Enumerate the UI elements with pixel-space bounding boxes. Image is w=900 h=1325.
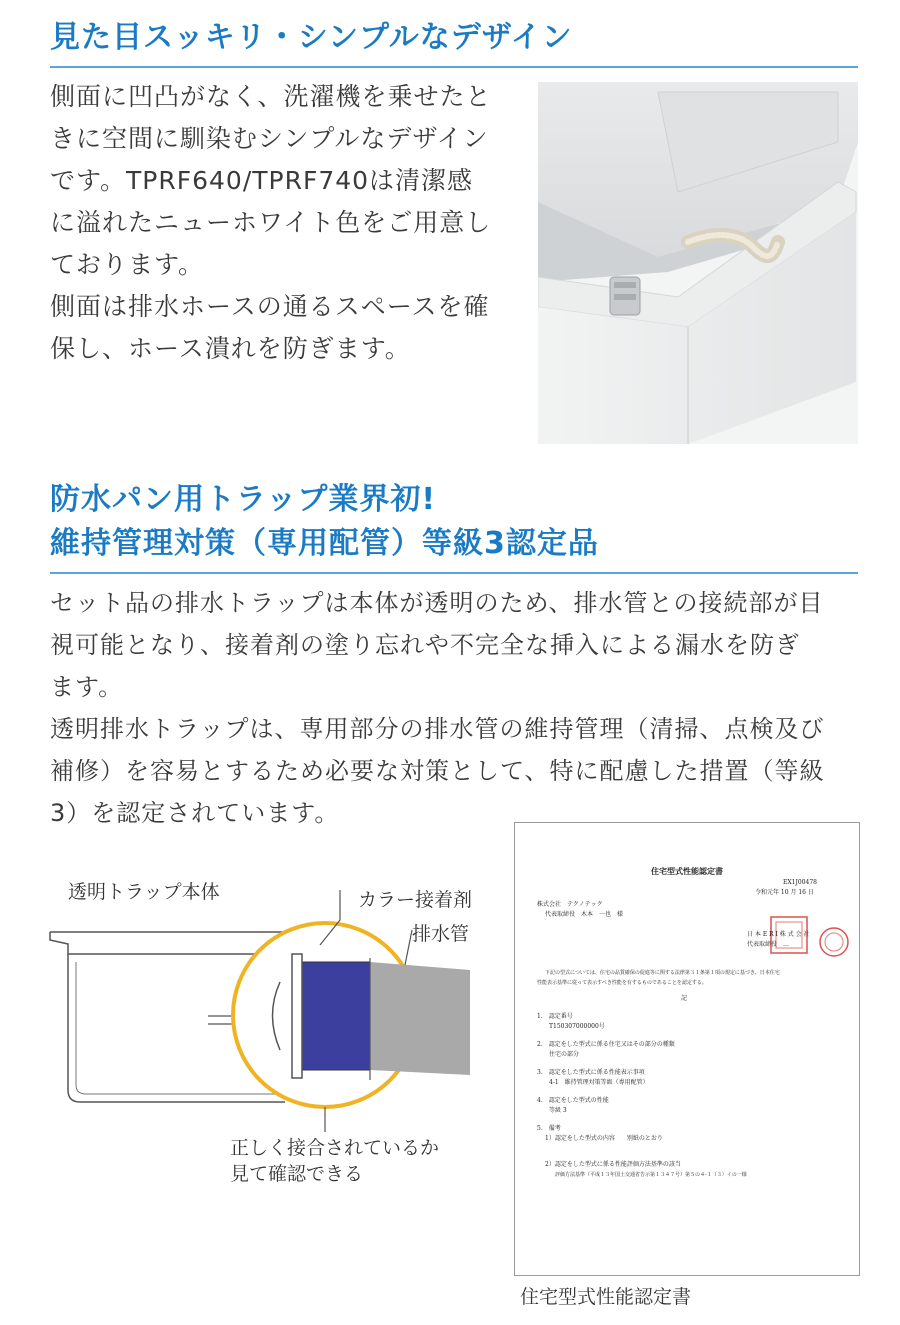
diagram-caption-line2: 見て確認できる: [230, 1163, 364, 1185]
section2-divider: [50, 572, 858, 574]
section2-line: 補修）を容易とするため必要な対策として、特に配慮した措置（等級: [50, 757, 825, 785]
certificate-item-value: 評価方法基準（平成１３年国土交通省告示第１３４７号）第５の４-１（３）イの一様: [555, 1172, 747, 1178]
section1-line: に溢れたニューホワイト色をご用意し: [50, 208, 492, 237]
certificate-item-label: 5. 備考: [537, 1125, 561, 1132]
certificate-number: EX1J00478: [783, 879, 817, 886]
certificate-document: [514, 822, 860, 1276]
certificate-item-value: 4-1 維持管理対策等級（専用配管）: [549, 1079, 649, 1086]
section2-heading-line2: 維持管理対策（専用配管）等級3認定品: [50, 526, 599, 561]
section1-divider: [50, 66, 858, 68]
section1-line: です。TPRF640/TPRF740は清潔感: [50, 166, 474, 195]
certificate-issuer-company: 日 本 E R I 株 式 会 社: [747, 931, 810, 938]
certificate-item-label: 2. 認定をした型式に係る住宅又はその部分の種類: [537, 1041, 675, 1048]
certificate-caption: 住宅型式性能認定書: [520, 1286, 692, 1308]
section2-line: 透明排水トラップは、専用部分の排水管の維持管理（清掃、点検及び: [50, 715, 825, 743]
section2-heading-line1: 防水パン用トラップ業界初!: [50, 482, 437, 517]
certificate-body-line: 性能表示基準に従って表示すべき性能を有するものであることを認定する。: [537, 980, 707, 986]
certificate-item-label: 4. 認定をした型式の性能: [537, 1097, 609, 1104]
label-transparent-trap: 透明トラップ本体: [68, 881, 220, 903]
certificate-item-value: 1）認定をした型式の内容 別紙のとおり: [545, 1135, 663, 1142]
trap-diagram: [40, 870, 500, 1200]
certificate-recipient-company: 株式会社 テクノテック: [537, 901, 603, 908]
label-color-adhesive: カラー接着剤: [358, 889, 473, 911]
section1-line: 側面に凹凸がなく、洗濯機を乗せたと: [50, 82, 492, 111]
section2-line: ます。: [50, 673, 124, 701]
certificate-ki: 記: [681, 995, 688, 1002]
certificate-title: 住宅型式性能認定書: [651, 866, 723, 876]
section2-line: セット品の排水トラップは本体が透明のため、排水管との接続部が目: [50, 589, 824, 617]
certificate-date: 令和元年 10 月 16 日: [755, 889, 814, 896]
section2-line: 視可能となり、接着剤の塗り忘れや不完全な挿入による漏水を防ぎ: [50, 631, 800, 659]
certificate-item-label: 3. 認定をした型式に係る性能表示事項: [537, 1069, 645, 1076]
diagram-caption-line1: 正しく接合されているか: [230, 1137, 440, 1159]
certificate-item-value: 住宅の部分: [549, 1051, 580, 1058]
certificate-item-value: T150307000000号: [549, 1023, 605, 1030]
washer-pan-illustration: [538, 82, 858, 444]
product-photo: [538, 82, 858, 444]
section2-line: 3）を認定されています。: [50, 799, 340, 827]
representative-seal-icon: [817, 925, 851, 959]
certificate-issuer-rep: 代表取締役 …: [747, 941, 790, 948]
certificate-item-label: 1. 認定番号: [537, 1013, 573, 1020]
certificate-item-value: 等級 3: [549, 1107, 567, 1114]
certificate-body-line: 下記の型式については、住宅の品質確保の促進等に関する法律第３１条第１項の規定に基づき、日本住宅: [545, 970, 780, 976]
section1-line: ております。: [50, 250, 205, 279]
certificate-recipient-rep: 代表取締役 木本 一也 様: [545, 911, 624, 918]
certificate-item-value: 2）認定をした型式に係る性能評価方法基準の該当: [545, 1161, 681, 1168]
section1-line: きに空間に馴染むシンプルなデザイン: [50, 124, 489, 153]
section1-heading: 見た目スッキリ・シンプルなデザイン: [50, 20, 573, 55]
section1-line: 側面は排水ホースの通るスペースを確: [50, 292, 490, 321]
label-drain-pipe: 排水管: [412, 923, 470, 945]
section1-line: 保し、ホース潰れを防ぎます。: [50, 334, 411, 363]
